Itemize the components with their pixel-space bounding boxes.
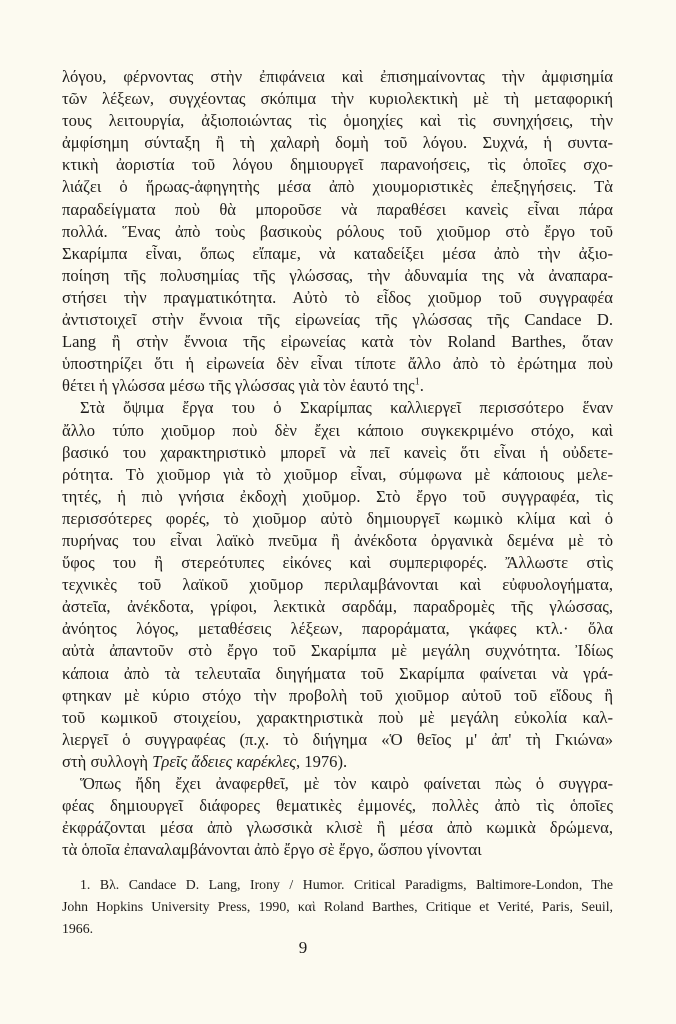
book-year: , 1976). — [295, 751, 348, 771]
text-line-content: παραδείγματα ποὺ θὰ μποροῦσε νὰ παραθέσει κανεὶς εἶναι πάρα — [62, 199, 613, 219]
text-line — [62, 839, 613, 861]
text-line — [62, 176, 613, 198]
text-line-content: ποίηση τῆς πολυσημίας τῆς γλώσσας, τὴν ἀδυναμία της νὰ ἀναπαρα- — [62, 265, 613, 285]
text-line-content: τητές, ἡ πιὸ γνήσια ἐκδοχὴ χιοῦμορ. Στὸ ἔργο τοῦ συγγραφέα, τὶς — [62, 486, 613, 506]
text-line — [62, 795, 613, 817]
text-line-content: Στὰ ὄψιμα ἔργα του ὁ Σκαρίμπας καλλιεργεῖ περισσότερο ἕναν — [80, 398, 613, 418]
text-line — [62, 397, 613, 419]
text-line-content: λιεργεῖ ὁ συγγραφέας (π.χ. τὸ διήγημα «Ὁ θεῖος μ' ἀπ' τὴ Γκιώνα» — [62, 729, 613, 749]
text-line — [62, 663, 613, 685]
text-line-content: ὑποστηρίζει ὅτι ἡ εἰρωνεία δὲν εἶναι τίποτε ἄλλο ἀπὸ τὸ ἐρώτημα ποὺ — [62, 354, 613, 374]
text-line — [62, 486, 613, 508]
text-line — [62, 464, 613, 486]
body-text — [62, 66, 613, 861]
text-line — [62, 574, 613, 596]
text-line-content: πολλά. Ἕνας ἀπὸ τοὺς βασικοὺς ρόλους τοῦ χιοῦμορ στὸ ἔργο τοῦ — [62, 221, 613, 241]
text-line — [62, 552, 613, 574]
text-line-content: ἀμφίσημη σύνταξη ἢ τὴ χαλαρὴ δομὴ τοῦ λόγου. Συχνά, ἡ συντα- — [62, 133, 613, 153]
text-line — [62, 596, 613, 618]
text-line-content: Ὅπως ἤδη ἔχει ἀναφερθεῖ, μὲ τὸν καιρὸ φαίνεται πὼς ὁ συγγρα- — [80, 774, 613, 793]
text-line-content: λιάζει ὁ ἥρωας-ἀφηγητὴς μέσα ἀπὸ χιουμοριστικὲς ἐπεξηγήσεις. Τὰ — [62, 177, 613, 197]
text-line-content: ἄλλο τύπο χιοῦμορ ποὺ δὲν ἔχει κάποιο συγκεκριμένο στόχο, καὶ — [62, 420, 613, 440]
text-line-content: τὰ ὁποῖα ἐπαναλαμβάνονται ἀπὸ ἔργο σὲ ἔργο, ὥσπου γίνονται — [62, 840, 482, 860]
text-line — [62, 287, 613, 309]
text-line — [62, 530, 613, 552]
text-line-content: κάποια ἀπὸ τὰ τελευταῖα διηγήματα τοῦ Σκαρίμπα φαίνεται νὰ γρά- — [62, 663, 613, 683]
footnote-line: 1. Βλ. Candace D. Lang, Irony / Humor. Critical Paradigms, Baltimore-London, The — [80, 877, 613, 892]
text-line-content: στὴ συλλογὴ — [62, 751, 148, 771]
text-line-content: Lang ἢ στὴν ἔννοια τῆς εἰρωνείας κατὰ τὸν Roland Barthes, ὅταν — [62, 332, 613, 352]
text-line — [62, 508, 613, 530]
text-line — [62, 66, 613, 88]
text-line-content: φτηκαν μὲ κύριο στόχο τὴν προβολὴ τοῦ χιοῦμορ αὐτοῦ τοῦ εἴδους ἢ — [62, 685, 613, 705]
text-line-content: περισσότερες φορές, τὸ χιοῦμορ αὐτὸ δημιουργεῖ κωμικὸ κλίμα καὶ ὁ — [62, 508, 613, 528]
footnote-reference[interactable]: 1 — [414, 376, 420, 388]
text-line-content: τῶν λέξεων, συγχέοντας σκόπιμα τὴν κυριολεκτικὴ μὲ τὴ μεταφορική — [62, 89, 613, 109]
text-line — [62, 243, 613, 265]
text-line — [62, 751, 613, 773]
footnotes — [62, 874, 613, 940]
text-line — [62, 817, 613, 839]
text-line — [62, 309, 613, 331]
footnote-line: 1966. — [62, 921, 94, 936]
text-line — [62, 265, 613, 287]
text-line-content: ἀντιστοιχεῖ στὴν ἔννοια τῆς εἰρωνείας τῆς γλώσσας τῆς Candace D. — [62, 310, 613, 330]
footnote-line: John Hopkins University Press, 1990, καὶ Roland Barthes, Critique et Verité, Paris, Seuil, — [62, 899, 613, 914]
text-line — [62, 707, 613, 729]
text-line — [62, 199, 613, 221]
text-line-content: ἀστεῖα, ἀνέκδοτα, γρίφοι, λεκτικὰ σαρδάμ, παραδρομὲς τῆς γλώσσας, — [62, 597, 613, 617]
text-line-content: τοῦ κωμικοῦ στοιχείου, χαρακτηριστικὰ ποὺ μὲ μεγάλη εὐκολία καλ- — [62, 707, 613, 727]
text-line-content: λόγου, φέρνοντας στὴν ἐπιφάνεια καὶ ἐπισημαίνοντας τὴν ἀμφισημία — [62, 67, 613, 86]
text-line-content: πυρήνας του εἶναι λαϊκὸ πνεῦμα ἢ ἀνέκδοτα ὀργανικὰ δεμένα μὲ τὸ — [62, 530, 613, 550]
text-line-content: φέας δημιουργεῖ διάφορες θεματικὲς ἐμμονές, πολλὲς ἀπὸ τὶς ὁποῖες — [62, 796, 613, 816]
text-line — [62, 88, 613, 110]
text-line — [62, 773, 613, 795]
text-line — [62, 221, 613, 243]
text-line — [62, 110, 613, 132]
text-line-content: τους λειτουργία, ἀξιοποιώντας τὶς ὁμοηχίες καὶ τὶς συνηχήσεις, τὴν — [62, 111, 613, 131]
text-line-content: κτικὴ ἀοριστία τοῦ λόγου δημιουργεῖ παρανοήσεις, τὶς ὁποῖες σχο- — [62, 155, 613, 175]
text-line — [62, 132, 613, 154]
page-number: 9 — [298, 938, 308, 957]
text-line-content: στήσει τὴν πραγματικότητα. Αὐτὸ τὸ εἶδος χιοῦμορ τοῦ συγγραφέα — [62, 287, 613, 307]
text-line: θέτει ἡ γλώσσα μέσω τῆς γλώσσας γιὰ τὸν ἑαυτό της$^1$. — [62, 376, 424, 396]
text-line — [62, 640, 613, 662]
text-line-content: ἀνόητος λόγος, μεταθέσεις λέξεων, παροράματα, γκάφες κτλ.· ὅλα — [62, 619, 613, 639]
text-line — [62, 729, 613, 751]
text-line — [62, 618, 613, 640]
text-line — [62, 353, 613, 375]
text-line-content: αὐτὰ ἀπαντοῦν στὸ ἔργο τοῦ Σκαρίμπα μὲ μεγάλη συχνότητα. Ἰδίως — [62, 641, 613, 661]
text-line — [62, 331, 613, 353]
text-line-content: τεχνικὲς τοῦ λαϊκοῦ χιοῦμορ περιλαμβάνονται καὶ εὐφυολογήματα, — [62, 575, 613, 595]
book-title: Τρεῖς ἄδειες καρέκλες — [152, 751, 296, 771]
text-line — [62, 154, 613, 176]
text-line-content: Σκαρίμπα εἶναι, ὅπως εἴπαμε, νὰ καταδείξει μέσα ἀπὸ τὴν ἀξιο- — [62, 243, 613, 263]
text-line — [62, 685, 613, 707]
text-line-content: θέτει ἡ γλώσσα μέσω τῆς γλώσσας γιὰ τὸν ἑαυτό της — [62, 376, 415, 396]
text-line-content: ρότητα. Τὸ χιοῦμορ γιὰ τὸ χιοῦμορ εἶναι, σύμφωνα μὲ κάποιους μελε- — [62, 464, 613, 484]
text-line — [62, 442, 613, 464]
text-line-content: βασικό του χαρακτηριστικὸ μπορεῖ νὰ πεῖ κανεὶς ὅτι εἶναι ἡ οὐδετε- — [62, 442, 613, 462]
text-line — [62, 420, 613, 442]
text-line-content: ὕφος του ἢ στερεότυπες εἰκόνες καὶ συμπεριφορές. Ἄλλωστε στὶς — [62, 553, 613, 573]
text-line-content: ἐκφράζονται μέσα ἀπὸ γλωσσικὰ κλισὲ ἢ μέσα ἀπὸ κωμικὰ δρώμενα, — [62, 818, 613, 838]
